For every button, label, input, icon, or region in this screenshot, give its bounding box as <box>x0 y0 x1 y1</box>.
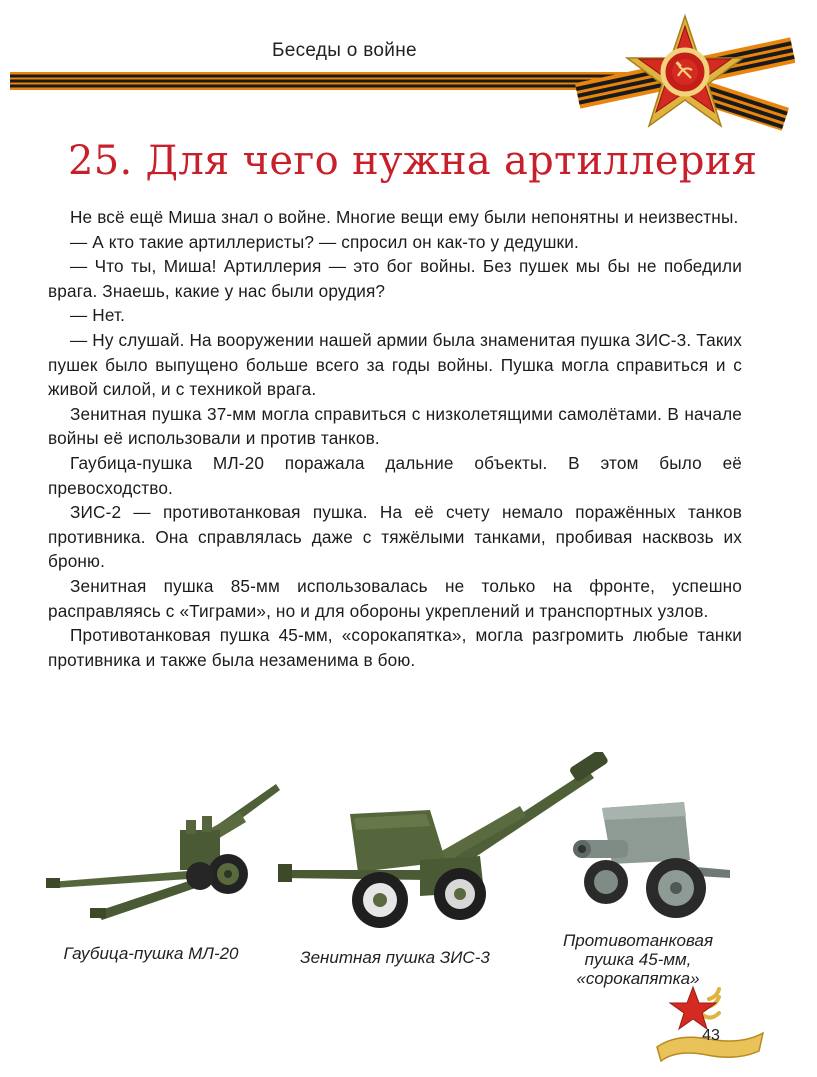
paragraph: — Что ты, Миша! Артиллерия — это бог войны. Без пушек мы бы не победили врага. Знаешь, какие у нас были орудия? <box>48 256 742 301</box>
zis3-gun-image <box>270 752 615 937</box>
running-header: Беседы о войне <box>272 40 417 61</box>
paragraph: Не всё ещё Миша знал о войне. Многие вещи ему были непонятны и неизвестны. <box>70 207 739 227</box>
caption-m45-line: «сорокапятка» <box>576 969 700 988</box>
story-text <box>48 205 742 672</box>
paragraph: Противотанковая пушка 45-мм, «сорокапятка», могла разгромить любые танки противника и также была незаменима в бою. <box>48 625 742 670</box>
caption-zis3: Зенитная пушка ЗИС-3 <box>300 948 490 967</box>
st-george-ribbon <box>10 72 650 90</box>
caption-m45-line: Противотанковая <box>562 931 714 950</box>
paragraph: Гаубица-пушка МЛ-20 поражала дальние объекты. В этом было её превосходство. <box>48 452 742 498</box>
paragraph: ЗИС-2 — противотанковая пушка. На её счету немало поражённых танков противника. Она справлялась даже с тяжёлыми танками, пробивая насквозь их броню. <box>48 502 742 572</box>
paragraph: Зенитная пушка 37-мм могла справиться с низколетящими самолётами. В начале войны её использовали и против танков. <box>48 403 742 449</box>
ml20-howitzer-image <box>40 782 290 932</box>
page-number-star-icon <box>655 985 765 1065</box>
paragraph: — Нет. <box>70 305 126 326</box>
order-of-patriotic-war-icon <box>575 12 795 134</box>
caption-ml20: Гаубица-пушка МЛ-20 <box>63 944 239 963</box>
caption-m45-line: пушка 45-мм, <box>584 950 692 969</box>
paragraph: — Ну слушай. На вооружении нашей армии была знаменитая пушка ЗИС-3. Таких пушек было выпущено больше всего за годы войны. Пушка могла справиться и с живой силой, и с техникой врага. <box>48 329 742 400</box>
page-number: 43 <box>702 1027 720 1044</box>
m45-antitank-gun-image <box>572 800 737 925</box>
caption-m45 <box>550 931 726 988</box>
paragraph: Зенитная пушка 85-мм использовалась не только на фронте, успешно расправляясь с «Тиграми», но и для обороны укреплений и транспортных узлов. <box>48 575 742 621</box>
chapter-title: 25. Для чего нужна артиллерия <box>68 138 758 184</box>
paragraph: — А кто такие артиллеристы? — спросил он как-то у дедушки. <box>70 231 579 252</box>
